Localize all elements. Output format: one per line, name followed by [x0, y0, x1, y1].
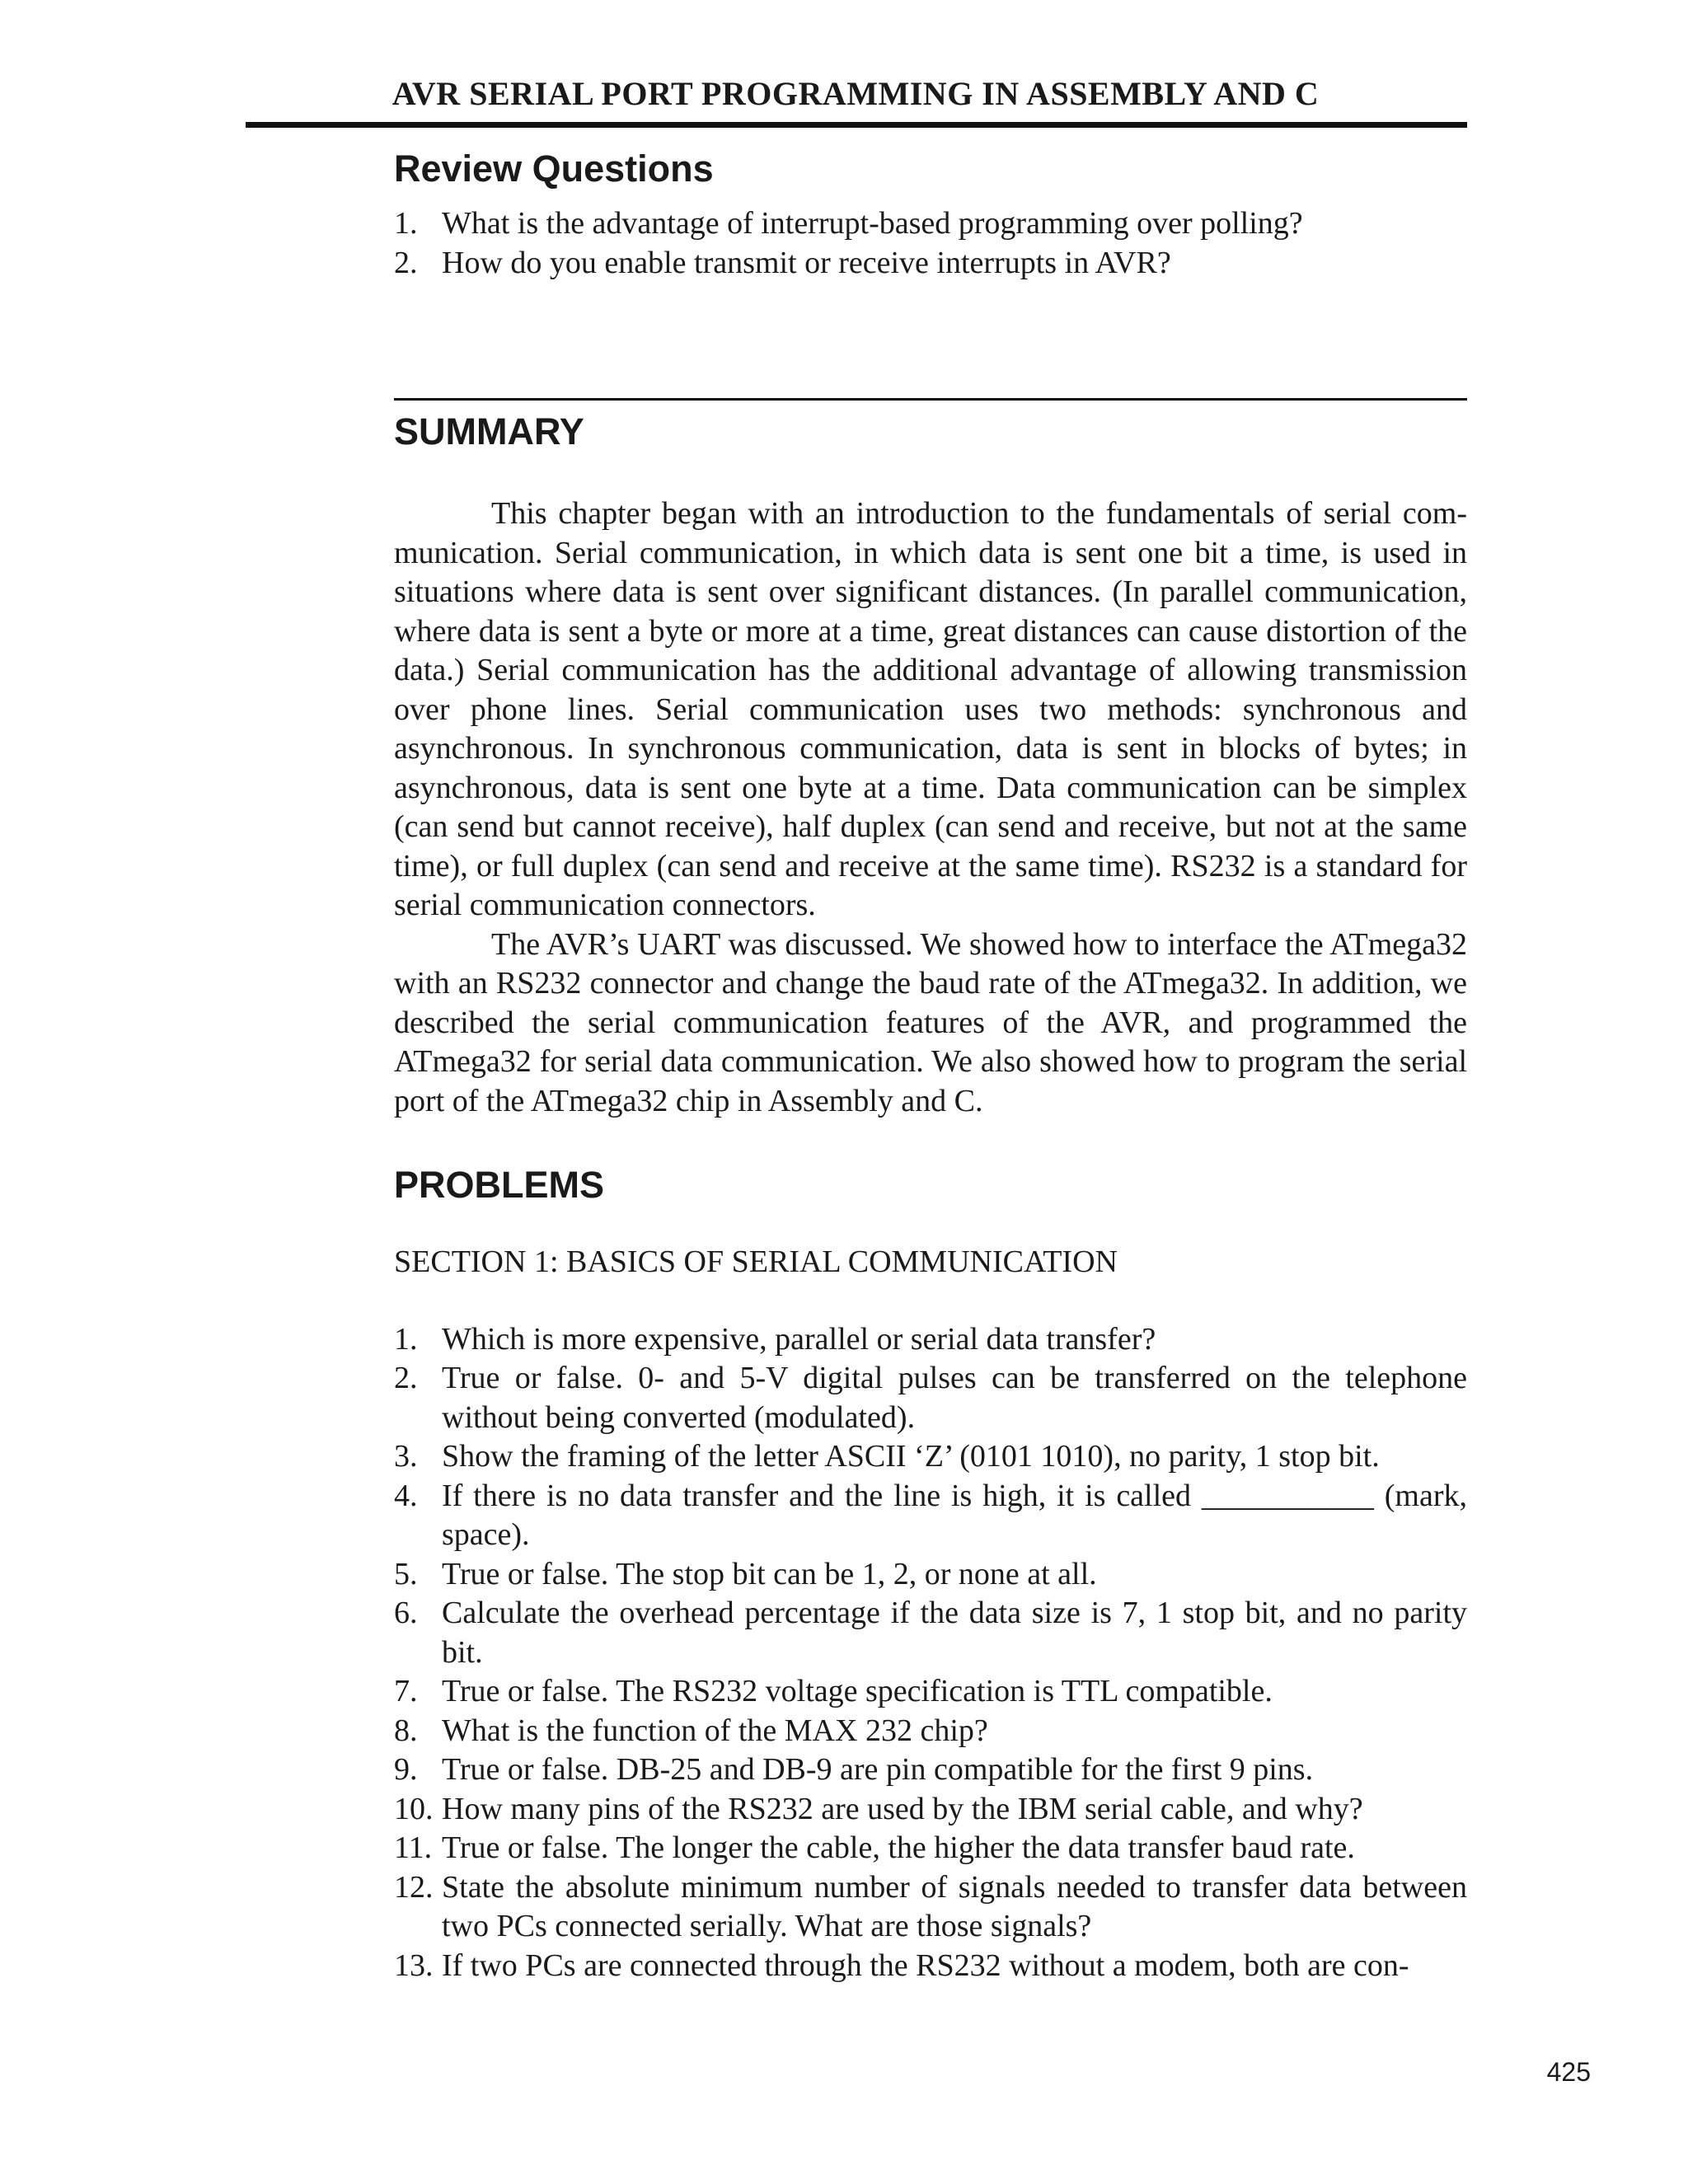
summary-paragraph: This chapter began with an introduction to the fundamentals of serial communication. Serial communication, in which data is sent one bit a time, is used in situations where data is sent over significant distances. (In parallel communication, where data is sent a byte or more at a time, great distances can cause distortion of the data.) Serial communication has the additional advantage of allowing transmission over phone lines. Serial communication uses two methods: synchronous and asynchronous. In synchronous communication, data is sent in blocks of bytes; in asynchronous, data is sent one byte at a time. Data communication can be simplex (can send but cannot receive), half duplex (can send and receive, but not at the same time), or full duplex (can send and receive at the same time). RS232 is a standard for serial communication connectors.: [394, 496, 1467, 922]
item-text: If there is no data transfer and the line is high, it is called ___________ (mark, space).: [442, 1478, 1467, 1552]
item-text: How do you enable transmit or receive interrupts in AVR?: [442, 245, 1171, 280]
list-item: [394, 1868, 1467, 1947]
section-label: SECTION 1: BASICS OF SERIAL COMMUNICATION: [394, 1244, 1118, 1279]
header-rule: [246, 122, 1467, 128]
item-text: Calculate the overhead percentage if the data size is 7, 1 stop bit, and no parity bit.: [442, 1596, 1467, 1670]
list-item: [394, 244, 1467, 284]
item-text: What is the function of the MAX 232 chip?: [442, 1713, 988, 1748]
item-text: True or false. The longer the cable, the higher the data transfer baud rate.: [442, 1830, 1355, 1865]
summary-heading: SUMMARY: [394, 410, 584, 452]
item-number: 10.: [394, 1791, 434, 1826]
list-item: [394, 1359, 1467, 1437]
review-questions-heading: Review Questions: [394, 148, 714, 190]
page-number: 425: [1546, 2057, 1591, 2087]
list-item: [394, 1829, 1467, 1868]
summary-body: [394, 494, 1467, 1121]
list-item: [394, 1437, 1467, 1477]
item-number: 6.: [394, 1596, 418, 1630]
list-item: [394, 1555, 1467, 1595]
item-number: 3.: [394, 1439, 418, 1474]
list-item: [394, 1477, 1467, 1555]
review-questions-list: [394, 204, 1467, 283]
running-header: AVR SERIAL PORT PROGRAMMING IN ASSEMBLY AND C: [392, 75, 1320, 112]
item-number: 8.: [394, 1713, 418, 1748]
list-item: [394, 1594, 1467, 1672]
list-item: [394, 204, 1467, 244]
item-text: True or false. DB-25 and DB-9 are pin compatible for the first 9 pins.: [442, 1752, 1314, 1787]
item-text: Which is more expensive, parallel or serial data transfer?: [442, 1321, 1156, 1357]
item-text: If two PCs are connected through the RS232 without a modem, both are con-: [442, 1947, 1409, 1983]
item-text: Show the framing of the letter ASCII ‘Z’ (0101 1010), no parity, 1 stop bit.: [442, 1439, 1380, 1474]
item-text: True or false. The stop bit can be 1, 2, or none at all.: [442, 1556, 1097, 1591]
list-item: [394, 1712, 1467, 1751]
item-text: True or false. 0- and 5-V digital pulses can be transferred on the telephone without being converted (modulated).: [442, 1361, 1467, 1435]
list-item: [394, 1750, 1467, 1790]
summary-rule: [394, 398, 1467, 401]
item-text: True or false. The RS232 voltage specification is TTL compatible.: [442, 1674, 1273, 1708]
item-number: 2.: [394, 245, 418, 280]
item-number: 7.: [394, 1674, 418, 1708]
item-number: 2.: [394, 1361, 418, 1395]
item-text: What is the advantage of interrupt-based programming over polling?: [442, 206, 1303, 241]
list-item: [394, 1947, 1467, 1986]
item-number: 12.: [394, 1869, 434, 1905]
list-item: [394, 1320, 1467, 1360]
problems-heading: PROBLEMS: [394, 1164, 605, 1206]
summary-paragraph: The AVR’s UART was discussed. We showed how to interface the ATmega32 with an RS232 connector and change the baud rate of the ATmega32. In addition, we described the serial communication features of the AVR, and programmed the ATmega32 for serial data communication. We also showed how to program the serial port of the ATmega32 chip in Assembly and C.: [394, 926, 1467, 1118]
item-number: 5.: [394, 1556, 418, 1591]
item-number: 13.: [394, 1947, 434, 1983]
item-text: State the absolute minimum number of signals needed to transfer data between two PCs connected serially. What are those signals?: [442, 1869, 1467, 1943]
item-number: 9.: [394, 1752, 418, 1787]
item-number: 11.: [394, 1830, 433, 1865]
item-number: 1.: [394, 1321, 418, 1357]
list-item: [394, 1672, 1467, 1712]
list-item: [394, 1790, 1467, 1830]
item-text: How many pins of the RS232 are used by the IBM serial cable, and why?: [442, 1791, 1363, 1826]
page-content: [394, 135, 1467, 1985]
item-number: 1.: [394, 206, 418, 241]
item-number: 4.: [394, 1478, 418, 1513]
problems-list: [394, 1320, 1467, 1986]
